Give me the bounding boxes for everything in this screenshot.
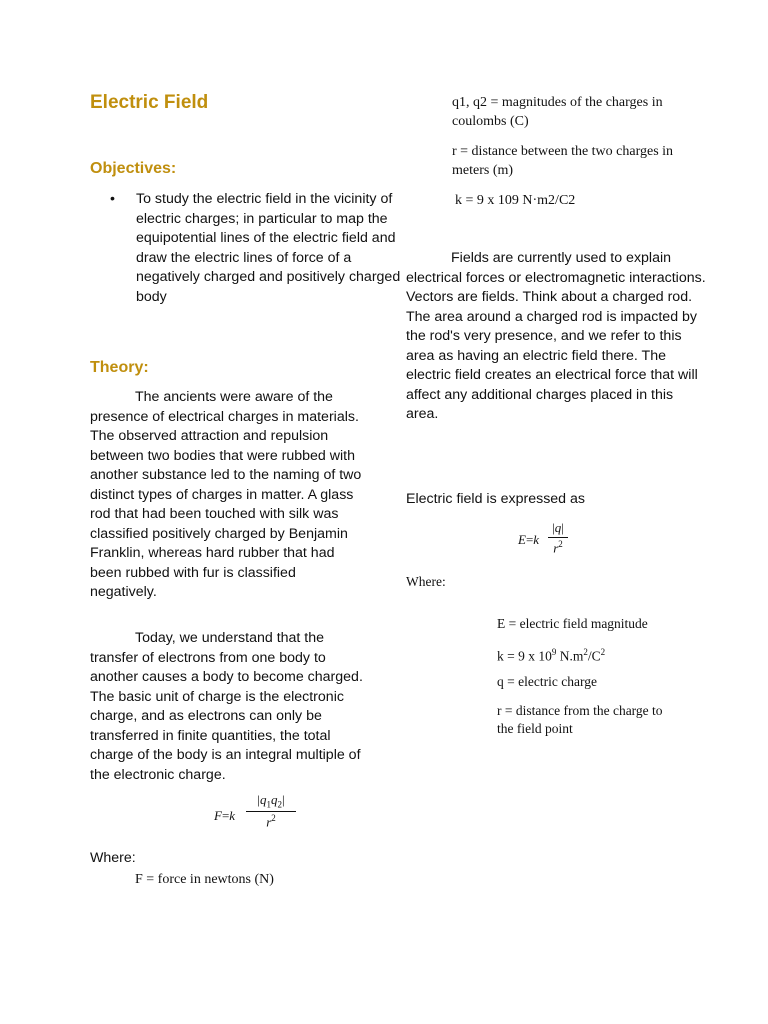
field-formula-lhs: E [518, 532, 526, 547]
formula-k: k [229, 808, 236, 823]
field-formula-fraction [548, 520, 568, 556]
theory-paragraph-1: The ancients were aware of the presence of electrical charges in materials. The observed attraction and repulsion between two bodies that were rubbed with another substance led to the naming of two distinct types of charges in matter. A glass rod that had been touched with silk was classified positively charged by Benjamin Franklin, whereas hard rubber that had been rubbed with fur is classified negatively. [90, 389, 362, 600]
document-title: Electric Field [90, 92, 209, 113]
field-magnitude-definition: E = electric field magnitude [497, 615, 648, 631]
objectives-heading: Objectives: [90, 160, 177, 177]
objective-item [110, 190, 411, 307]
constant-definition: k = 9 x 109 N·m2/C2 [455, 193, 576, 208]
electric-field-formula [518, 520, 578, 560]
field-formula-k: k [533, 532, 540, 547]
formula-lhs: F [214, 808, 222, 823]
coulomb-constant-definition: k = 9 x $10^9$ $N.m^2/C^2$ [497, 646, 606, 663]
fields-paragraph: Fields are currently used to explain electrical forces or electromagnetic interactions. Vectors are fields. Think about a charged rod. The area around a charged rod is impacted by the rod's very presence, and we refer to this area as having an electric field there. The electric field creates an electrical force that will affect any additional charges placed in this area. [406, 250, 706, 422]
field-fraction-bar [548, 537, 568, 538]
formula-fraction [246, 792, 296, 830]
charge-definition: q = electric charge [497, 673, 597, 689]
formula-numerator: $|q_1q_2|$ [257, 792, 285, 810]
formula-denominator: $r^2$ [266, 812, 276, 829]
force-definition: F = force in newtons (N) [135, 872, 274, 887]
objective-text: To study the electric field in the vicinity of electric charges; in particular to map the equipotential lines of the electric field and draw the electric lines of force of a negatively charged and positively charged body [136, 191, 401, 305]
where-label-right: Where: [406, 574, 446, 589]
distance-field-definition: r = distance from the charge to the field point [497, 702, 663, 736]
theory-paragraph-2: Today, we understand that the transfer of electrons from one body to another causes a body to become charged. The basic unit of charge is the electronic charge, and as electrons can only be transferred in finite quantities, the total charge of the body is an integral multiple of the electronic charge. [90, 630, 363, 783]
formula-equals: = [221, 808, 230, 823]
fraction-bar [246, 811, 296, 812]
field-intro: Electric field is expressed as [406, 491, 585, 507]
field-formula-equals: = [525, 532, 534, 547]
coulomb-formula [214, 792, 304, 836]
where-label-left: Where: [90, 850, 136, 866]
theory-heading: Theory: [90, 359, 149, 376]
distance-definition: r = distance between the two charges in meters (m) [452, 144, 674, 178]
objectives-list [90, 190, 411, 307]
field-formula-denominator: $r^2$ [553, 539, 563, 556]
bullet-icon: • [110, 191, 115, 207]
charges-definition: q1, q2 = magnitudes of the charges in coulombs (C) [452, 95, 663, 129]
field-formula-numerator: |q| [552, 520, 564, 535]
